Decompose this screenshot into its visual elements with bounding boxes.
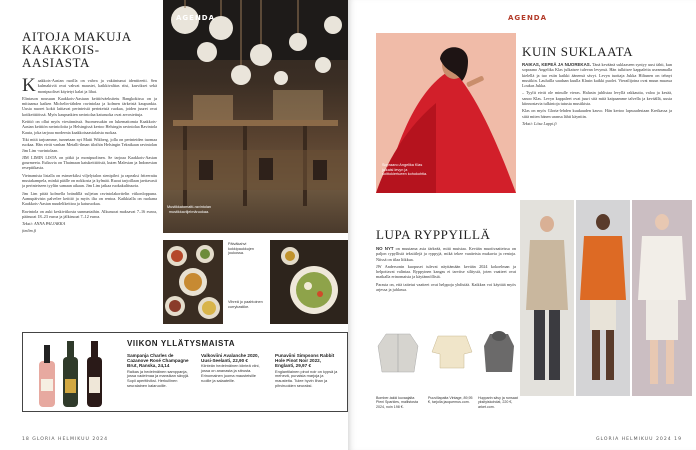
product-hoodie bbox=[482, 328, 516, 376]
wine-item-1-text: Raikas ja hedelmäinen samppanja, jossa vadelmaa ja mansikan sävyjä. Sopii aperitiiviksi. Herkullinen seuralainen kalaruoille. bbox=[127, 368, 190, 388]
rose-bottle bbox=[39, 345, 55, 407]
runway-photo-3 bbox=[632, 200, 692, 396]
para-3: Tiki mitä tarjoamme, tunnetaan nyt Matti Wikberg, jolla on perinteiden tuomaa ruokaa. Hän eivät vanhan Metalli-ilman tiloihin Helsingin Teknikaan ravintolan Jim Lim -ravintolaan. bbox=[22, 136, 157, 153]
drink-caption: Päiväkahvi kokkipaukkujen joukossa. bbox=[228, 242, 254, 256]
top-graphic bbox=[430, 328, 474, 376]
left-headline: AITOJA MAKUJA KAAKKOIS-AASIASTA bbox=[22, 29, 132, 70]
interior-caption: Mustikkatomatti-ravintolan mustikkaviljelmäruokaa. bbox=[166, 205, 212, 214]
product-caption-3: Hupparin sävy ja runsaat yksityiskohdat, 220 €, arket.com. bbox=[478, 396, 518, 409]
food-photo-bowls bbox=[163, 240, 223, 324]
para-7: Ravintola on auki keskiviikosta sunnuntaihin. Alkuruoat maksavat 7–16 euroa, pääruoat 18–23 euroa ja jälkiruoat 7–12 euroa. bbox=[22, 208, 157, 219]
runway-1-graphic bbox=[520, 200, 574, 396]
product-caption-1: Bomber-takki kuvaajalta Pieni Sparkles, mallistosta 2024, noin 198 €. bbox=[376, 396, 418, 409]
food-photo-curry bbox=[270, 240, 348, 324]
left-footer: 18 GLORIA HELMIKUU 2024 bbox=[22, 437, 109, 442]
curry-graphic bbox=[270, 240, 348, 324]
jacket-graphic bbox=[376, 328, 420, 376]
right-body-6: Parasta on, että taitetut vaatteet ovat helppoja yhdistää. Kaikkea voi käyttää myös arjessa ja juhlassa. bbox=[376, 281, 516, 293]
left-article bbox=[22, 78, 157, 328]
para-4: JIM LIMIN LISTA on pitkä ja monipuolinen. Se tarjoaa Kaakkois-Aasian gourmeeta. Esikuvia on Thaimaan katukeittiöistä, kuten Malesian ja Indonesian reseptiikasta. bbox=[22, 154, 157, 171]
agenda-label-right: AGENDA bbox=[508, 14, 548, 22]
wine-box-title: VIIKON YLLÄTYSMAISTA bbox=[127, 339, 236, 348]
right-body-1: Tänä keväänä suklaaseen syntyy uusi tähti, kun sopraano Angelika Klas julkaisee tulevan levynsä. Hän tulkitsee kappaleita useammalla kielellä ja tuo esiin kaikki äänensä sävyt. Levyn tuottaja Jukka Hiltunen on tehnyt musiikin. Lauluilla saadaan kuulla Klasin kaikki puolet. Vierailijoina ovat muun muassa Loukas Jukka. bbox=[522, 62, 672, 89]
product-jacket bbox=[376, 328, 420, 376]
product-top bbox=[430, 328, 474, 376]
runway-photo-2 bbox=[576, 200, 630, 396]
wine-box bbox=[22, 332, 348, 412]
singer-photo bbox=[376, 33, 516, 193]
agenda-label-left: AGENDA bbox=[176, 14, 216, 22]
dropcap: K bbox=[22, 78, 36, 96]
right-footer: GLORIA HELMIKUU 2024 19 bbox=[595, 437, 682, 442]
runway-3-graphic bbox=[632, 200, 692, 396]
runway-photo-1 bbox=[520, 200, 574, 396]
white-bottle bbox=[63, 341, 78, 407]
wine-item-2 bbox=[201, 353, 267, 384]
lead-1: RAIKAS, KEPEÄ JA NUOREKAS. bbox=[522, 62, 591, 67]
right-body-3: Klas on myös Gloria-lehden kuukauden kasvo. Hän kertoo lapsuudestaan Kreikassa ja siitä miten hänen uransa lähti käyntiin. bbox=[522, 108, 672, 119]
wine-item-2-text: Kiinteän hedelmäinen kiinteä viini, jossa on ananasta ja sitrusta. Erinomainen juoma mausteisille ruoille ja salaateille. bbox=[201, 363, 260, 383]
lead-2: NO NYT bbox=[376, 246, 394, 251]
right-article-1 bbox=[522, 62, 672, 190]
right-headline-1: KUIN SUKLAATA bbox=[522, 44, 634, 59]
right-page bbox=[348, 0, 696, 450]
para-1: Elintason nousuun Kaakkois-Aasiaan keittiöväeksitetu Bangkokissa on ja mittaansa kaiken Michelin-tähden ravintolaa ja kolmen tärkeistä kaupunkia. Uusia nuoret kokit laittavat perinteisiä perinteisiä ruokaa, joiden juuret ovat kotikeittiöissä. Myös kaupunkien ravintolaa katuruoka ovat arvostettuja. bbox=[22, 95, 157, 117]
restaurant-interior-photo bbox=[163, 0, 348, 233]
singer-caption: Sopraano Angelika Klas julkaisi levyn ja soittokiertueen kohokohtia. bbox=[382, 163, 428, 177]
interior-graphic bbox=[163, 0, 348, 233]
intro: aakkois-Aasian ruoilla on vahva ja vakiintunut identiteetti. Sen kulmakiviä ovat vahvat maustet, kaikkivaltias riisi, kasvikset sekä monipuoliset käytetyt kalat ja lihat. bbox=[37, 78, 157, 94]
right-headline-2: LUPA RYPPYILLÄ bbox=[376, 227, 491, 242]
byline: Teksti: ANNA PALJAKKA bbox=[22, 221, 66, 227]
product-caption-2: Puuvillapaita Vintage, 89,95 €, tarjolla jacquemus.com. bbox=[428, 396, 473, 405]
bottles-graphic bbox=[31, 339, 111, 409]
right-body-4: on muutama asia tärkeää, mitä muistaa. Kevään muotivaatteissa on paljon rypyllisiä tekstiilejä ja ryppyjä, mikä tekee vaatteista mukavia ja rentoja. Niissä on tilaa liikkua. bbox=[376, 246, 516, 262]
right-credit-1: Teksti: Liisa Lappi.fi bbox=[522, 120, 557, 126]
red-bottle bbox=[87, 341, 102, 407]
hoodie-graphic bbox=[482, 328, 516, 376]
wine-item-3-text: Englantilainen pinot noir on kypsä ja mehevä, punaisia marjoja ja mausteita. Tulee hyvin lihan ja pihviruokien seuraksi. bbox=[275, 368, 338, 388]
bowls-graphic bbox=[163, 240, 223, 324]
wine-item-3-name: Punaviini Simpsons Rabbit Hole Pinot Noir 2022, Englanti, 29,97 € bbox=[275, 353, 335, 369]
source-credit: jimlim.fi bbox=[22, 228, 37, 234]
para-2: Keittiö on ollut myös viestinnässä. Suomessakin on lukemattomia Kaakkois-Aasian keittiön ravintoloita ja Helsingissä kertoo Helsingin ravintolaa Ravintola Kauta, joka tarjoaa modernia kaakkoisaasialaista ruokaa. bbox=[22, 119, 157, 135]
wine-item-1-name: Sampanja Charles de Cazanove Rosé Champagne Brut, Ranska, 24,14 bbox=[127, 353, 189, 369]
wine-item-2-name: Valkoviini Avalanche 2020, Uusi-Seelanti, 22,90 € bbox=[201, 353, 259, 364]
curry-caption: Vihreä jo paahtoinen currykastike. bbox=[228, 300, 263, 309]
wine-item-1 bbox=[127, 353, 193, 389]
runway-2-graphic bbox=[576, 200, 630, 396]
right-article-2 bbox=[376, 246, 516, 324]
right-body-5: JW Andersonin kuopuset tulevat näyttämään kevään 2024 kokoelman ja helpottavat valintaa. Ryppyinen kangas ei tarvitse silitystä, joten vaatteet ovat matkalla erinomaisia ja käytännöllisiä. bbox=[376, 263, 516, 280]
wine-item-3 bbox=[275, 353, 341, 389]
para-6: Jim Lim pitää kolmella brändillä suljetun ravintolakorttelin viikonloppuna. Aamupäivisin palvelee keittiö ja myös ilta on rentoa. Kaikkialla on ruokana Kaakkois-Aasian nuudelikeittoa ja katuruokaa. bbox=[22, 190, 157, 207]
wine-bottles bbox=[31, 339, 111, 409]
right-body-2: – Tyylit eivät ole minulle vieras. Halusin juhlistaa levyllä rakkautta, valoa ja kesää, sanoo Klas. Levyn kappaleet ovat juuri sitä mitä kaipaamme talvella ja keväällä, uusia kiinnostavia tulkintoja tutusta musiikista. bbox=[522, 90, 672, 107]
para-5: Vietnamista listalla on esimerkiksi viljelytalon sienipihvi ja rapeaksi friteerattu mustakampela, minkä päälle on nokkosta ja kylmää. Ruoat tarjoillaan jaettavasti ja perinteiseen tyyliin samaan aikaan. Jim Lim jatkaa ruokakulttuuria. bbox=[22, 172, 157, 189]
